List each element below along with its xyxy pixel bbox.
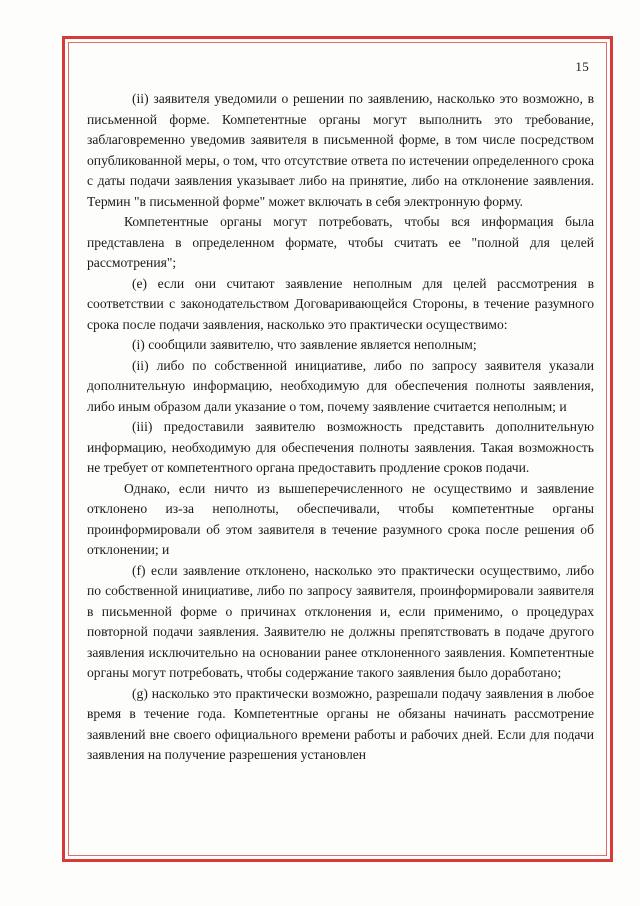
paragraph-e-ii: (ii) либо по собственной инициативе, либо по запросу заявителя указали дополнительную информацию, необходимую для обеспечения полноты заявления, либо иным образом дали указание о том, почему заявление считается неполным; и	[87, 357, 594, 414]
document-body	[87, 89, 594, 766]
paragraph-e-incomplete: (e) если они считают заявление неполным для целей рассмотрения в соответствии с законодательством Договаривающейся Стороны, в течение разумного срока после подачи заявления, насколько это практически осуществимо:	[87, 275, 594, 332]
page-number: 15	[575, 59, 589, 74]
paragraph-format-requirement: Компетентные органы могут потребовать, чтобы вся информация была представлена в определенном формате, чтобы считать ее "полной для целей рассмотрения";	[87, 214, 594, 270]
paragraph-e-i: (i) сообщили заявителю, что заявление является неполным;	[132, 337, 477, 352]
paragraph-however: Однако, если ничто из вышеперечисленного не осуществимо и заявление отклонено из-за неполноты, обеспечивали, чтобы компетентные органы проинформировали об этом заявителя в течение разумного срока после решения об отклонении; и	[87, 480, 594, 557]
paragraph-ii-notification: (ii) заявителя уведомили о решении по заявлению, насколько это возможно, в письменной форме. Компетентные органы могут выполнить это требование, заблаговременно уведомив заявителя в письменной форме, в том числе посредством опубликованной меры, о том, что отсутствие ответа по истечении определенного срока с даты подачи заявления указывает либо на принятие, либо на отклонение заявления. Термин "в письменной форме" может включать в себя электронную форму.	[87, 91, 594, 209]
paragraph-g-submission: (g) насколько это практически возможно, разрешали подачу заявления в любое время в течение года. Компетентные органы не обязаны начинать рассмотрение заявлений вне своего официального времени работы и рабочих дней. Если для подачи заявления на получение разрешения установлен	[87, 685, 594, 762]
paragraph-e-iii: (iii) предоставили заявителю возможность представить дополнительную информацию, необходимую для обеспечения полноты заявления. Такая возможность не требует от компетентного органа предоставить продление сроков подачи.	[87, 419, 594, 475]
paragraph-f-rejected: (f) если заявление отклонено, насколько это практически осуществимо, либо по собственной инициативе, либо по запросу заявителя, проинформировали заявителя в письменной форме о причинах отклонения и, если применимо, о процедурах повторной подачи заявления. Заявителю не должны препятствовать в подаче другого заявления исключительно на основании ранее отклоненного заявления. Компетентные органы могут потребовать, чтобы содержание такого заявления было доработано;	[87, 562, 594, 680]
